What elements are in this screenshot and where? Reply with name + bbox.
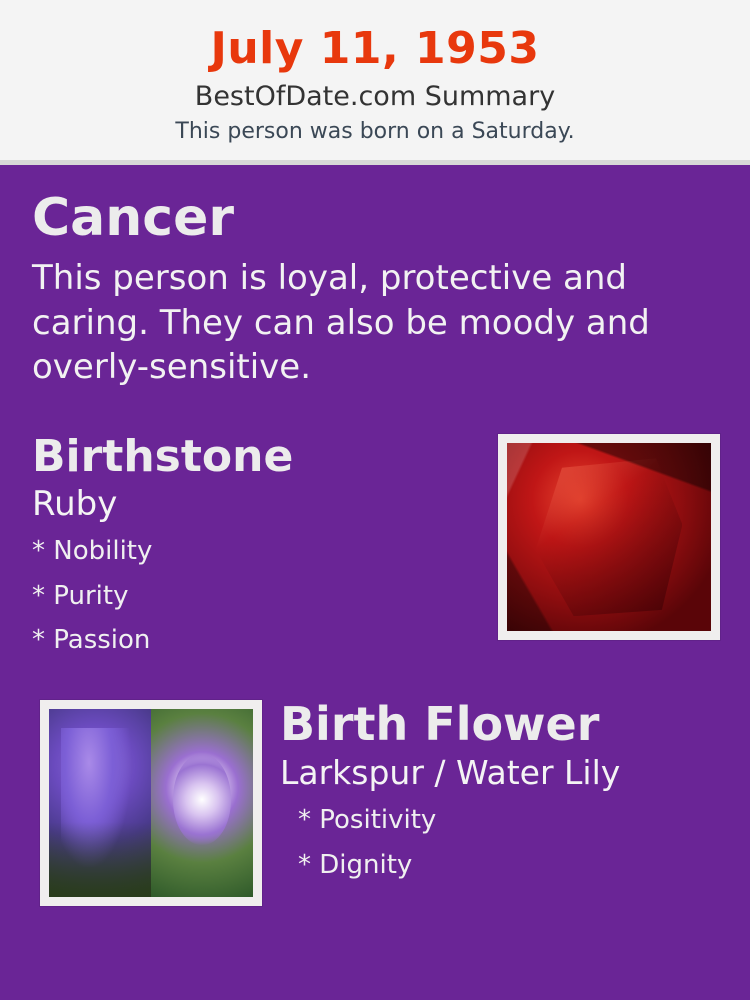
birth-flower-name: Larkspur / Water Lily — [280, 752, 621, 792]
zodiac-sign-title: Cancer — [32, 188, 235, 249]
birth-flower-trait: * Dignity — [298, 849, 413, 880]
larkspur-photo-half — [49, 709, 151, 897]
birth-flower-trait: * Positivity — [298, 805, 437, 836]
birthstone-name: Ruby — [32, 484, 118, 525]
birthstone-text-block — [30, 431, 460, 656]
larkspur-water-lily-photo — [49, 709, 253, 897]
water-lily-photo-half — [151, 709, 253, 897]
birth-flower-title: Birth Flower — [280, 697, 600, 752]
page-title: July 11, 1953 — [210, 23, 540, 74]
content-body — [0, 165, 750, 1000]
zodiac-description: This person is loyal, protective and caring. They can also be moody and overly-sensitive. — [32, 257, 650, 388]
birth-flower-section — [30, 697, 720, 915]
birthstone-trait: * Purity — [32, 580, 129, 611]
birth-day-note: This person was born on a Saturday. — [175, 118, 575, 144]
ruby-gemstone-photo — [507, 443, 711, 631]
birth-flower-text-block — [280, 697, 720, 880]
birthstone-trait: * Passion — [32, 625, 151, 656]
birth-flower-image-frame — [40, 700, 262, 906]
birthstone-section — [30, 431, 720, 664]
birthstone-trait: * Nobility — [32, 536, 153, 567]
header — [0, 0, 750, 165]
site-summary-label: BestOfDate.com Summary — [194, 81, 556, 113]
birthstone-title: Birthstone — [32, 431, 294, 483]
birthstone-image-frame — [498, 434, 720, 640]
